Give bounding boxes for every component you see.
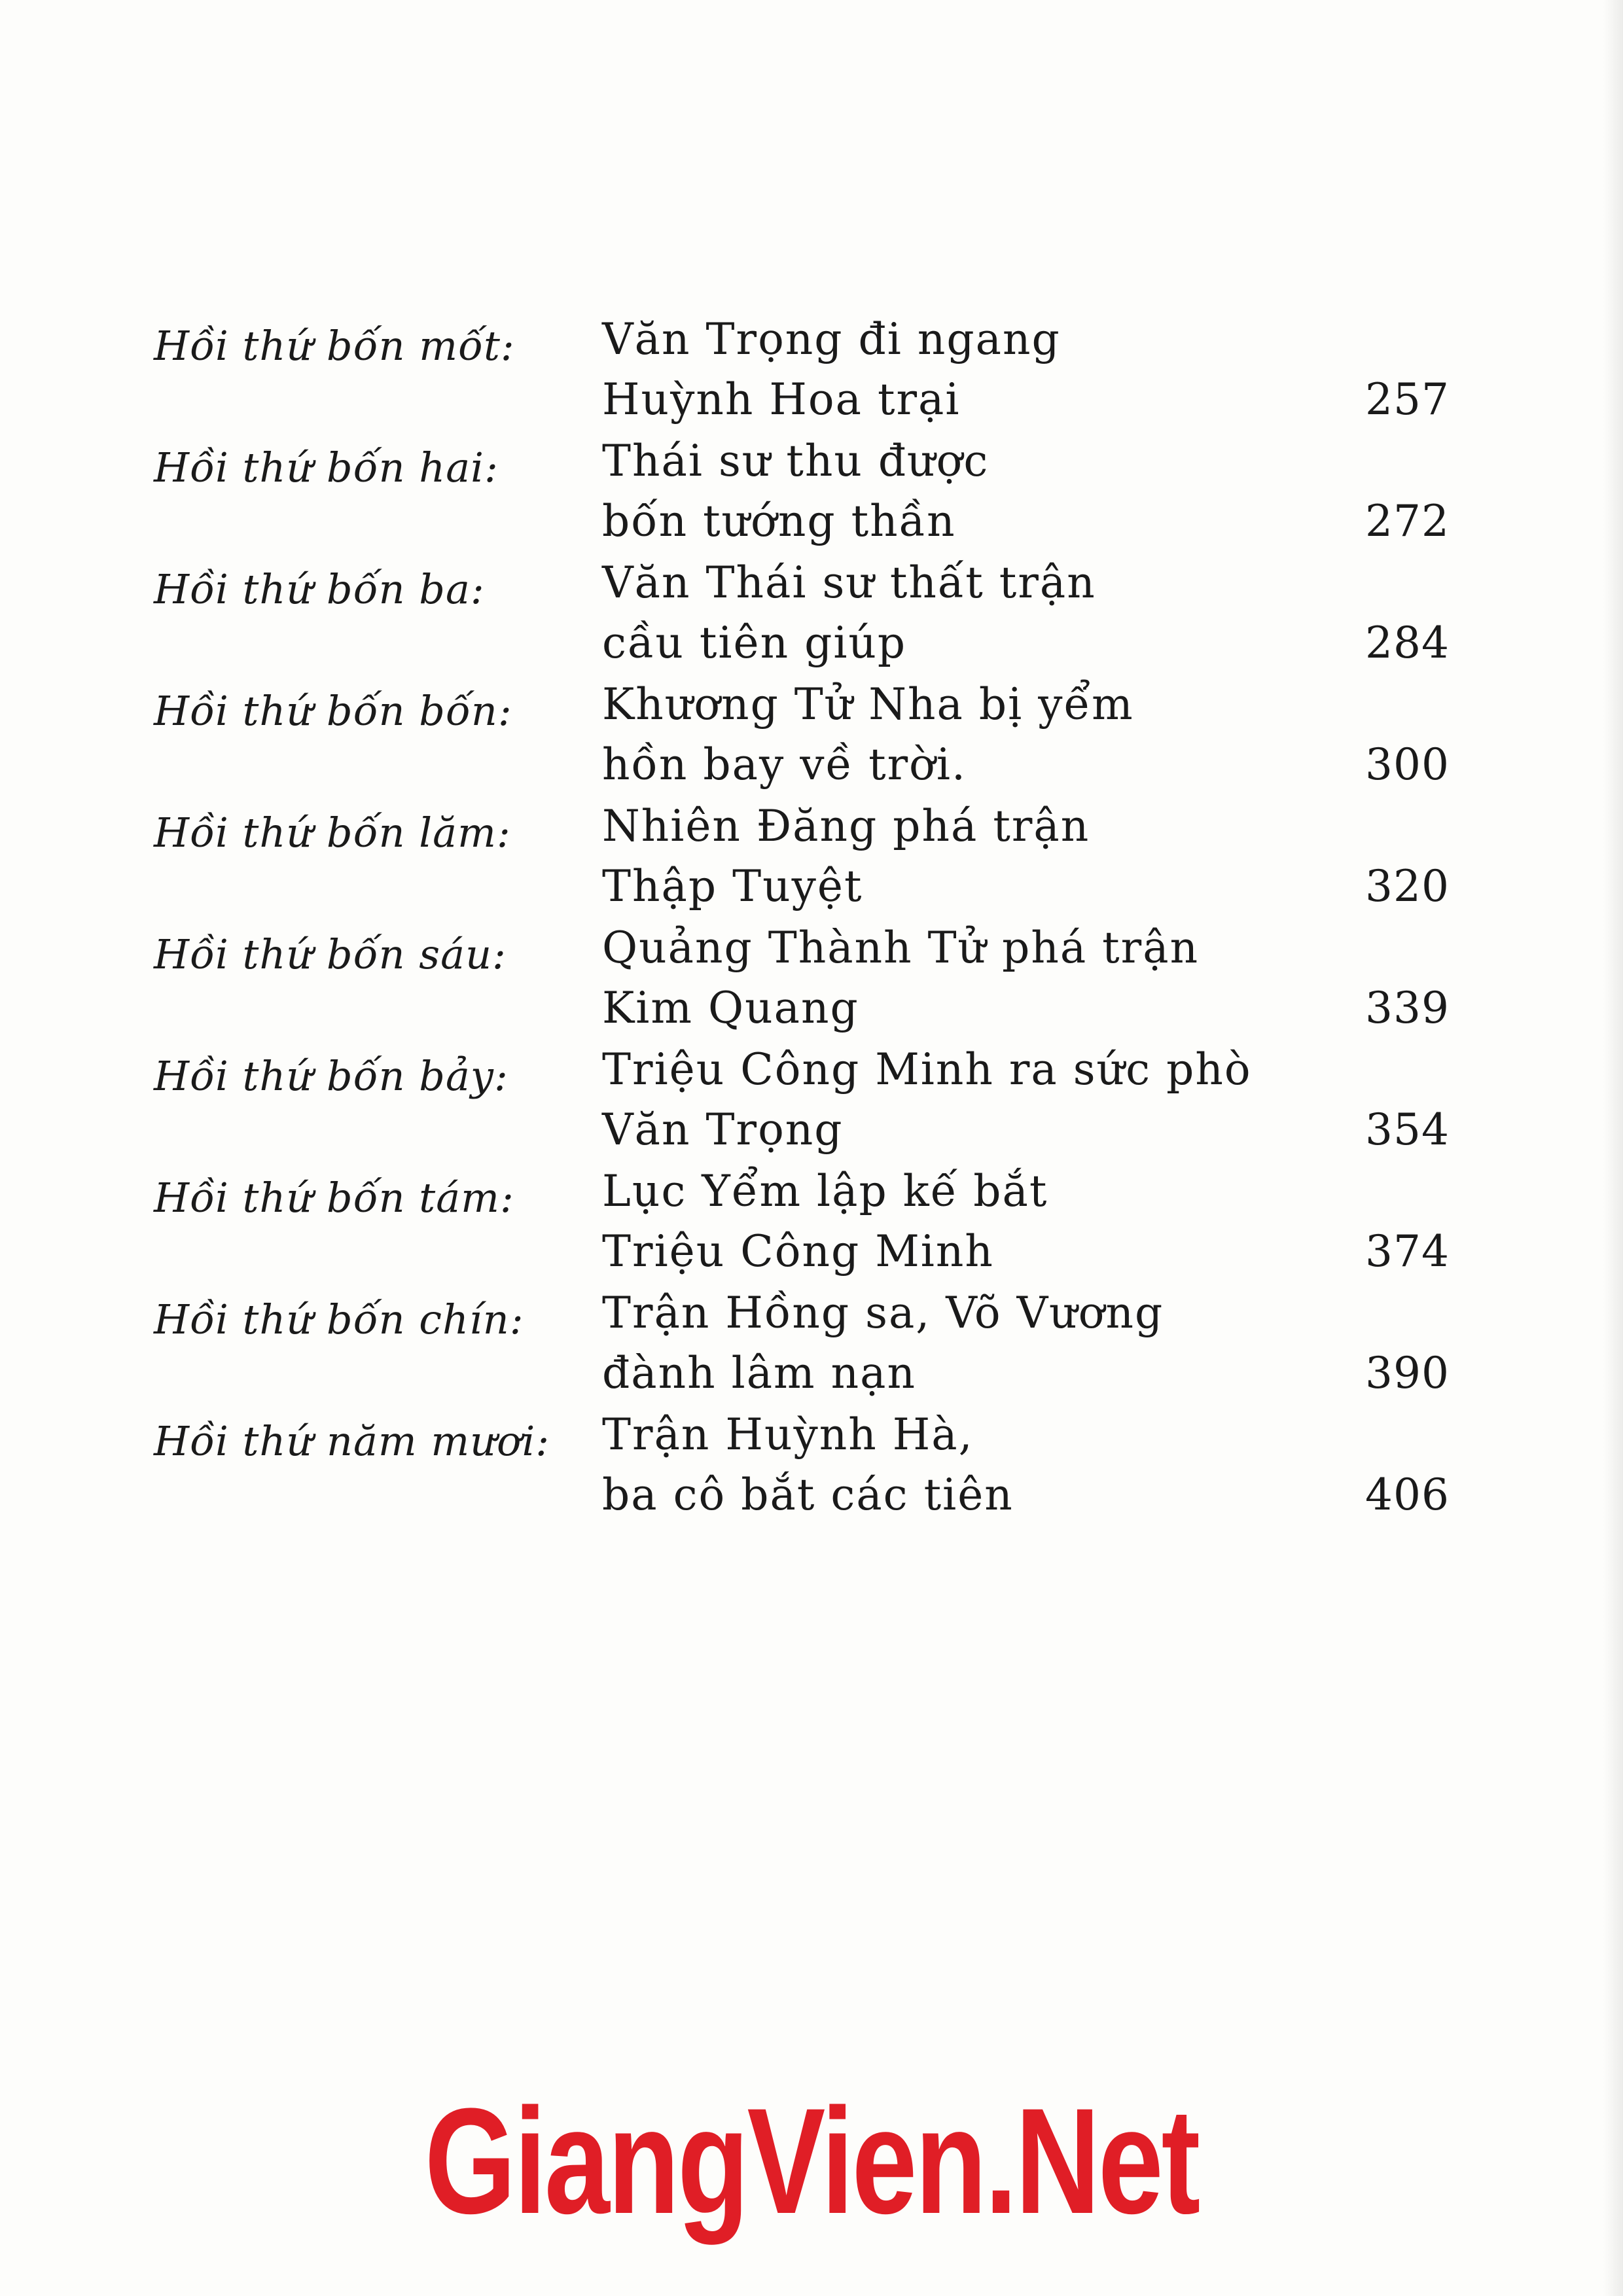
toc-entry: [154, 1044, 1450, 1166]
page-number: 257: [1365, 374, 1450, 425]
chapter-title-line1: Triệu Công Minh ra sức phò: [602, 1044, 1252, 1095]
page-number: 339: [1365, 983, 1450, 1033]
toc-entry: [154, 1409, 1450, 1531]
chapter-title-line1: Trận Hồng sa, Võ Vương: [602, 1288, 1164, 1338]
page-number: 284: [1365, 618, 1450, 668]
chapter-title-line1: Văn Thái sư thất trận: [602, 557, 1096, 608]
chapter-title-line1: Thái sư thu được: [602, 436, 990, 486]
page-edge-shadow: [1603, 0, 1623, 2296]
chapter-title-line1: Văn Trọng đi ngang: [602, 314, 1061, 364]
chapter-label: Hồi thứ bốn sáu:: [154, 930, 507, 978]
chapter-label: Hồi thứ bốn mốt:: [154, 322, 515, 370]
chapter-label: Hồi thứ bốn bốn:: [154, 687, 512, 735]
chapter-title-line1: Nhiên Đăng phá trận: [602, 801, 1090, 851]
chapter-label: Hồi thứ bốn chín:: [154, 1296, 524, 1343]
chapter-title-line2: đành lâm nạn: [602, 1348, 916, 1398]
chapter-title-line2: Triệu Công Minh: [602, 1226, 994, 1277]
page-number: 374: [1365, 1226, 1450, 1277]
chapter-label: Hồi thứ bốn hai:: [154, 444, 499, 491]
chapter-title-line1: Khương Tử Nha bị yểm: [602, 679, 1134, 730]
watermark-text: GiangVien.Net: [424, 2077, 1199, 2245]
chapter-title-line2: Huỳnh Hoa trại: [602, 374, 961, 425]
chapter-title-line2: bốn tướng thần: [602, 496, 956, 546]
chapter-label: Hồi thứ bốn ba:: [154, 565, 485, 613]
chapter-title-line2: ba cô bắt các tiên: [602, 1470, 1014, 1520]
toc-entry: [154, 923, 1450, 1044]
toc-entry: [154, 801, 1450, 923]
chapter-label: Hồi thứ năm mươi:: [154, 1417, 550, 1465]
page-number: 272: [1365, 496, 1450, 546]
toc-entry: [154, 314, 1450, 436]
chapter-title-line1: Trận Huỳnh Hà,: [602, 1409, 974, 1460]
chapter-title-line1: Lục Yểm lập kế bắt: [602, 1166, 1048, 1216]
chapter-title-line2: Văn Trọng: [602, 1104, 844, 1155]
chapter-label: Hồi thứ bốn bảy:: [154, 1052, 508, 1100]
page-number: 320: [1365, 861, 1450, 911]
page-number: 406: [1365, 1470, 1450, 1520]
chapter-title-line2: Kim Quang: [602, 983, 859, 1033]
toc-entry: [154, 1166, 1450, 1288]
page-number: 390: [1365, 1348, 1450, 1398]
chapter-label: Hồi thứ bốn lăm:: [154, 809, 511, 857]
chapter-title-line1: Quảng Thành Tử phá trận: [602, 923, 1200, 973]
chapter-label: Hồi thứ bốn tám:: [154, 1174, 514, 1222]
chapter-title-line2: hồn bay về trời.: [602, 739, 967, 790]
toc-entry: [154, 679, 1450, 801]
page-number: 354: [1365, 1104, 1450, 1155]
page-number: 300: [1365, 739, 1450, 790]
table-of-contents: [154, 314, 1450, 1531]
chapter-title-line2: Thập Tuyệt: [602, 861, 863, 911]
toc-entry: [154, 436, 1450, 557]
chapter-title-line2: cầu tiên giúp: [602, 618, 907, 668]
toc-entry: [154, 1288, 1450, 1409]
toc-entry: [154, 557, 1450, 679]
